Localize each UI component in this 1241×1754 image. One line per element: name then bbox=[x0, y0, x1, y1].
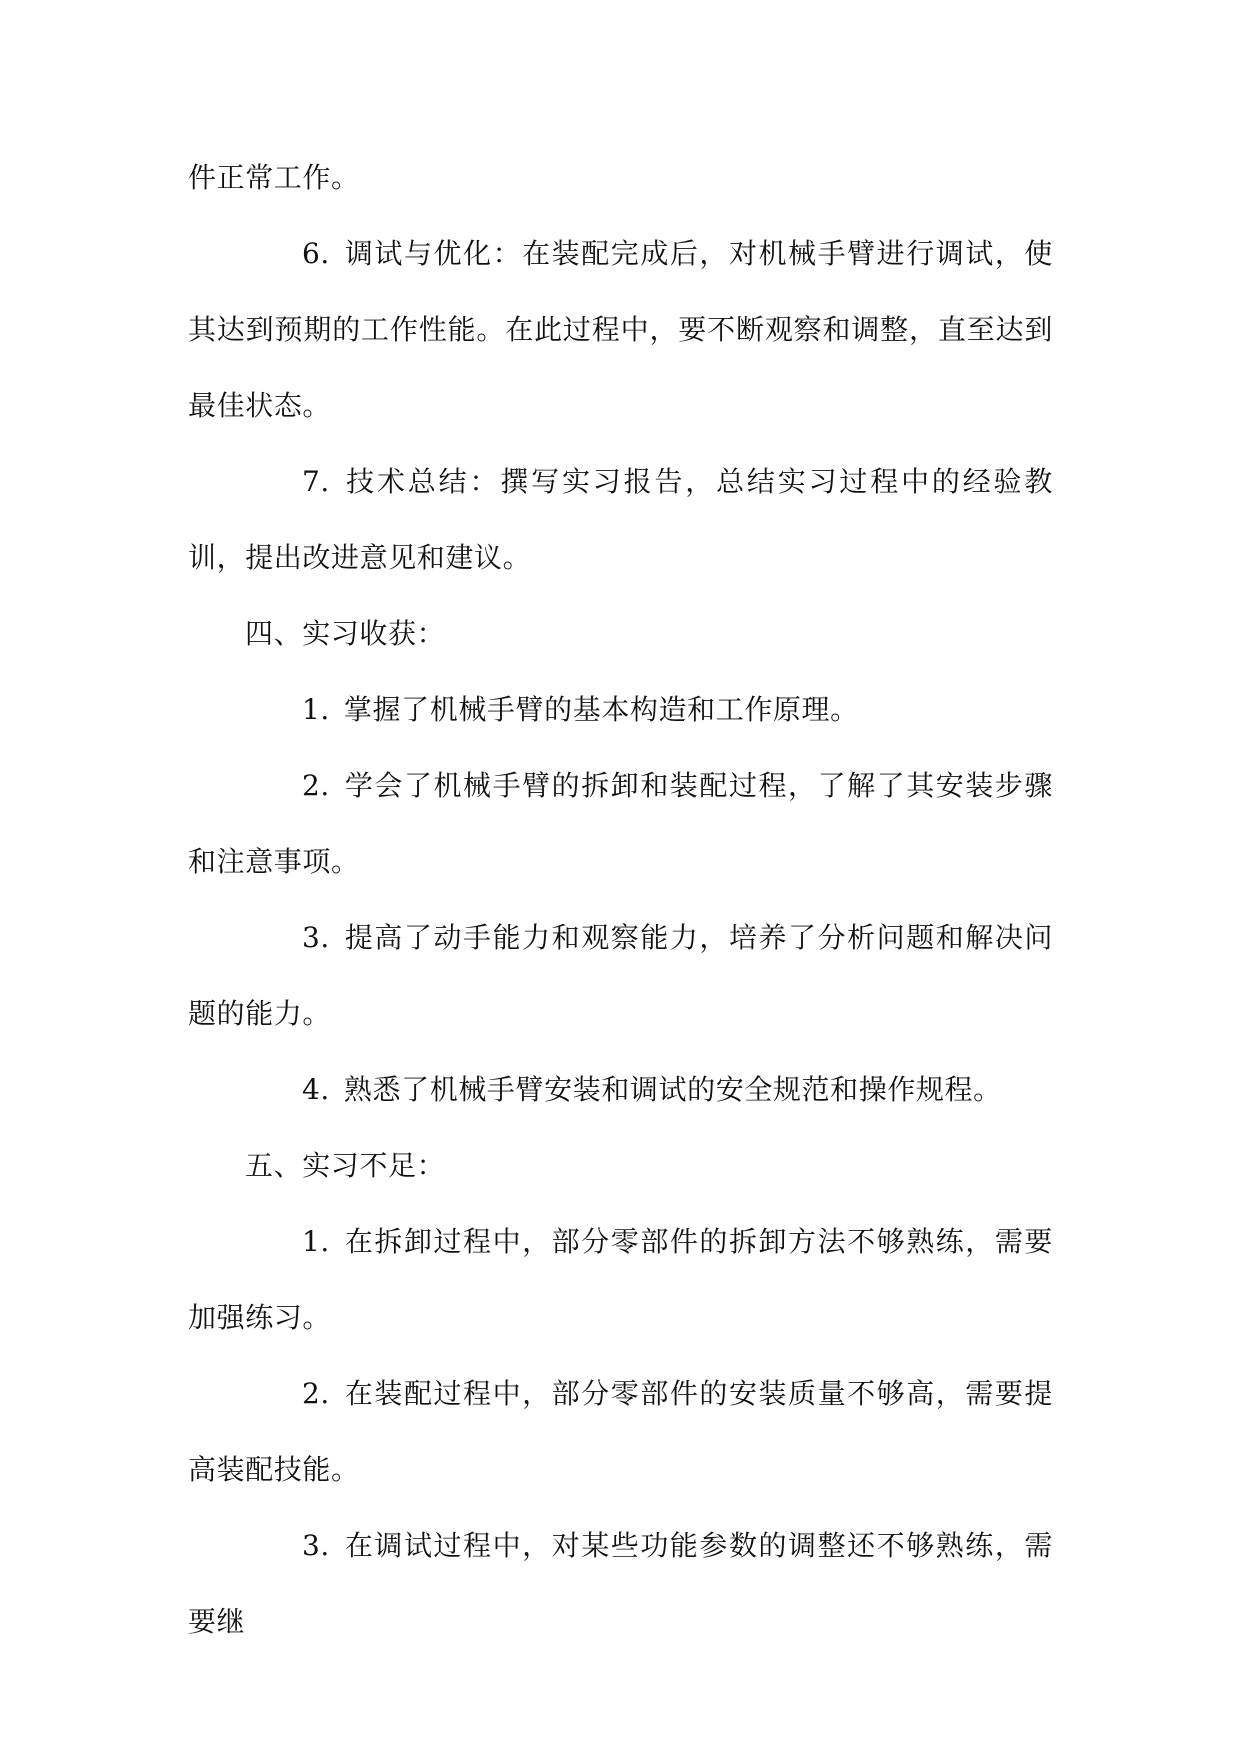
list-item-gain-4 bbox=[188, 1052, 1053, 1128]
item-number: 7. bbox=[302, 465, 330, 498]
list-item-gain-3 bbox=[188, 900, 1053, 1052]
list-item-debug-optimize bbox=[188, 216, 1053, 444]
list-item-gain-2 bbox=[188, 748, 1053, 900]
item-number: 2. bbox=[302, 769, 330, 802]
item-text: 调试与优化：在装配完成后，对机械手臂进行调试，使其达到预期的工作性能。在此过程中，要不断观察和调整，直至达到最佳状态。 bbox=[188, 237, 1053, 422]
heading-text: 五、实习不足： bbox=[245, 1149, 446, 1182]
item-text: 熟悉了机械手臂安装和调试的安全规范和操作规程。 bbox=[343, 1073, 1002, 1106]
heading-text: 四、实习收获： bbox=[245, 617, 446, 650]
item-text: 技术总结：撰写实习报告，总结实习过程中的经验教训，提出改进意见和建议。 bbox=[188, 465, 1053, 574]
list-item-shortcoming-1 bbox=[188, 1204, 1053, 1356]
section-heading-shortcomings bbox=[188, 1128, 1053, 1204]
item-text: 掌握了机械手臂的基本构造和工作原理。 bbox=[343, 693, 859, 726]
item-text: 在拆卸过程中，部分零部件的拆卸方法不够熟练，需要加强练习。 bbox=[188, 1225, 1053, 1334]
section-heading-gains bbox=[188, 596, 1053, 672]
document-body bbox=[188, 140, 1053, 1660]
list-item-gain-1 bbox=[188, 672, 1053, 748]
paragraph-continuation bbox=[188, 140, 1053, 216]
list-item-tech-summary bbox=[188, 444, 1053, 596]
item-number: 3. bbox=[302, 921, 330, 954]
item-text: 在调试过程中，对某些功能参数的调整还不够熟练，需要继 bbox=[188, 1529, 1053, 1638]
item-text: 在装配过程中，部分零部件的安装质量不够高，需要提高装配技能。 bbox=[188, 1377, 1053, 1486]
item-number: 1. bbox=[302, 693, 330, 726]
list-item-shortcoming-2 bbox=[188, 1356, 1053, 1508]
item-text: 学会了机械手臂的拆卸和装配过程，了解了其安装步骤和注意事项。 bbox=[188, 769, 1053, 878]
item-number: 2. bbox=[302, 1377, 330, 1410]
list-item-shortcoming-3 bbox=[188, 1508, 1053, 1660]
item-number: 4. bbox=[302, 1073, 330, 1106]
paragraph-text: 件正常工作。 bbox=[188, 161, 360, 194]
item-text: 提高了动手能力和观察能力，培养了分析问题和解决问题的能力。 bbox=[188, 921, 1053, 1030]
item-number: 6. bbox=[302, 237, 330, 270]
item-number: 3. bbox=[302, 1529, 330, 1562]
item-number: 1. bbox=[302, 1225, 330, 1258]
